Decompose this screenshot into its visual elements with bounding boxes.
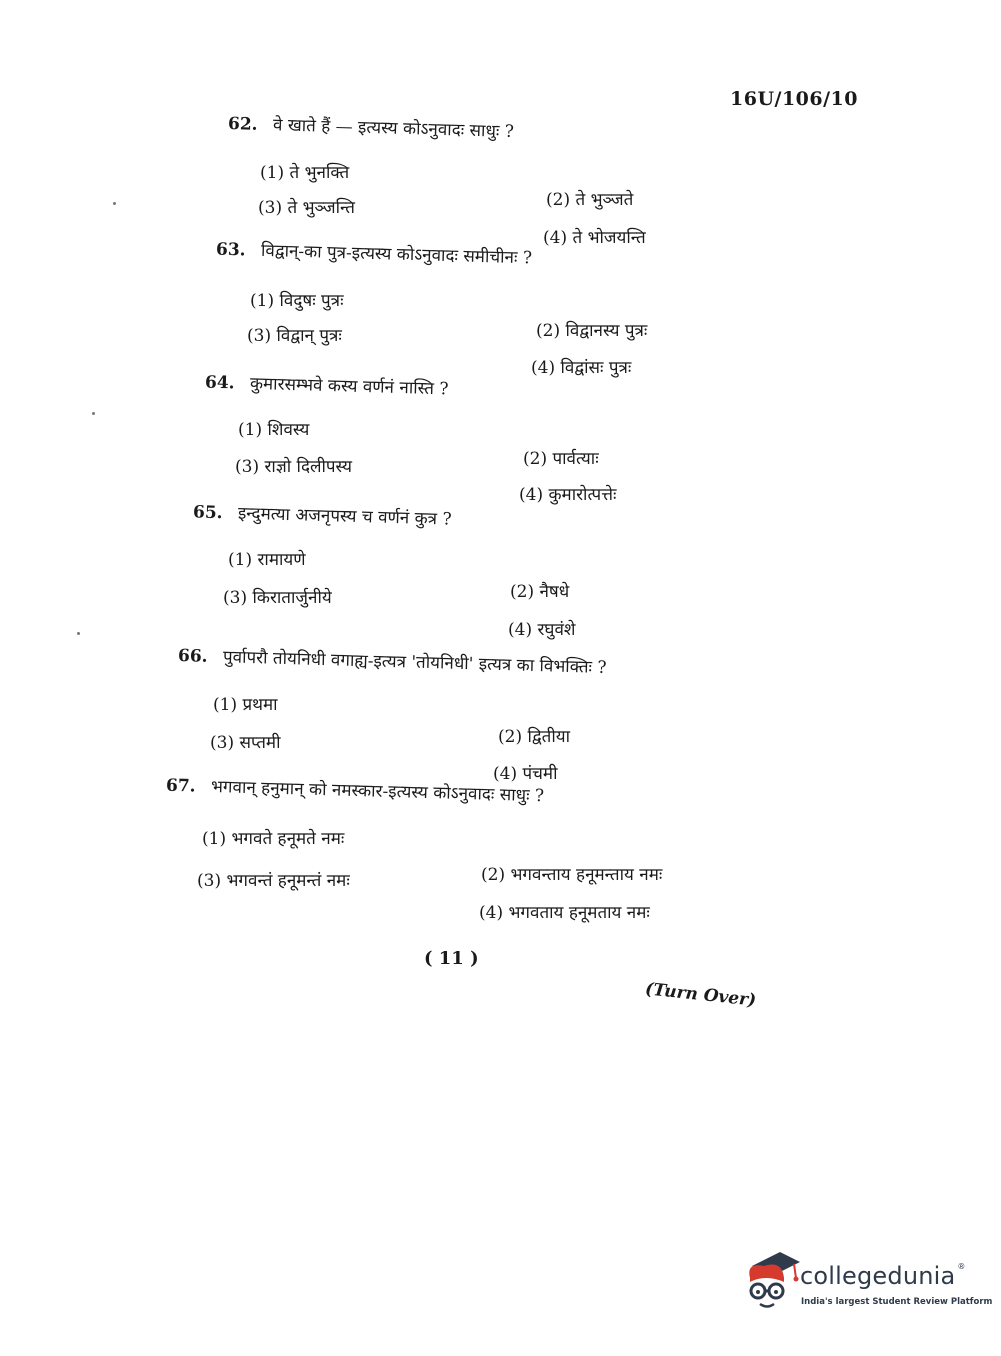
- scan-speck: [77, 632, 80, 635]
- option-62-2: (2) ते भुञ्जते: [546, 190, 634, 210]
- option-65-2: (2) नैषधे: [510, 582, 570, 602]
- option-65-3: (3) किरातार्जुनीये: [223, 588, 332, 608]
- option-63-4: (4) विद्वांसः पुत्रः: [531, 358, 632, 378]
- option-67-2: (2) भगवन्ताय हनूमन्ताय नमः: [481, 865, 663, 885]
- option-67-4: (4) भगवताय हनूमताय नमः: [479, 903, 650, 923]
- page-number: ( 11 ): [424, 948, 479, 969]
- option-67-3: (3) भगवन्तं हनूमन्तं नमः: [197, 871, 350, 891]
- question-65: [193, 499, 452, 529]
- question-67: [166, 773, 545, 807]
- option-65-4: (4) रघुवंशे: [508, 620, 576, 640]
- option-63-3: (3) विद्वान् पुत्रः: [247, 326, 342, 346]
- brand-name: collegedunia ®: [800, 1262, 966, 1290]
- question-number: 65.: [192, 502, 223, 524]
- option-64-2: (2) पार्वत्याः: [523, 449, 599, 469]
- question-text: विद्वान्-का पुत्र-इत्यस्य कोऽनुवादः समीचीनः ?: [260, 240, 533, 269]
- option-66-2: (2) द्वितीया: [498, 727, 571, 747]
- option-64-3: (3) राज्ञो दिलीपस्य: [235, 457, 353, 477]
- option-63-1: (1) विदुषः पुत्रः: [250, 291, 344, 311]
- question-number: 62.: [227, 114, 258, 135]
- option-67-1: (1) भगवते हनूमते नमः: [202, 829, 345, 849]
- paper-code: 16U/106/10: [730, 88, 858, 110]
- option-66-4: (4) पंचमी: [493, 764, 558, 784]
- scan-speck: [92, 412, 95, 415]
- mascot-logo-icon: [742, 1248, 800, 1312]
- option-66-1: (1) प्रथमा: [213, 695, 278, 715]
- option-64-1: (1) शिवस्य: [238, 420, 310, 440]
- option-62-4: (4) ते भोजयन्ति: [543, 228, 646, 248]
- question-text: कुमारसम्भवे कस्य वर्णनं नास्ति ?: [249, 373, 449, 400]
- question-63: [216, 237, 533, 269]
- brand-tagline: India's largest Student Review Platform: [801, 1297, 993, 1307]
- question-66: [178, 643, 607, 678]
- option-62-1: (1) ते भुनक्ति: [260, 163, 350, 183]
- question-text: भगवान् हनुमान् को नमस्कार-इत्यस्य कोऽनुवादः साधुः ?: [210, 776, 545, 807]
- question-62: [228, 111, 514, 142]
- scan-speck: [113, 202, 116, 205]
- option-65-1: (1) रामायणे: [228, 550, 306, 570]
- question-text: वे खाते हैं — इत्यस्य कोऽनुवादः साधुः ?: [272, 115, 515, 142]
- question-number: 66.: [177, 646, 208, 667]
- collegedunia-watermark: [742, 1248, 993, 1318]
- question-number: 67.: [165, 775, 196, 797]
- question-text: इन्दुमत्या अजनृपस्य च वर्णनं कुत्र ?: [237, 503, 452, 530]
- option-62-3: (3) ते भुञ्जन्ति: [258, 198, 355, 218]
- option-63-2: (2) विद्वानस्य पुत्रः: [536, 321, 648, 341]
- option-66-3: (3) सप्तमी: [210, 733, 281, 753]
- question-number: 63.: [215, 239, 246, 261]
- option-64-4: (4) कुमारोत्पत्तेः: [519, 485, 617, 505]
- question-text: पुर्वापरौ तोयनिधी वगाह्य-इत्यत्र 'तोयनिधी' इत्यत्र का विभक्तिः ?: [222, 647, 607, 678]
- question-64: [205, 370, 449, 400]
- turn-over-note: (Turn Over): [644, 979, 757, 1011]
- question-number: 64.: [204, 372, 235, 394]
